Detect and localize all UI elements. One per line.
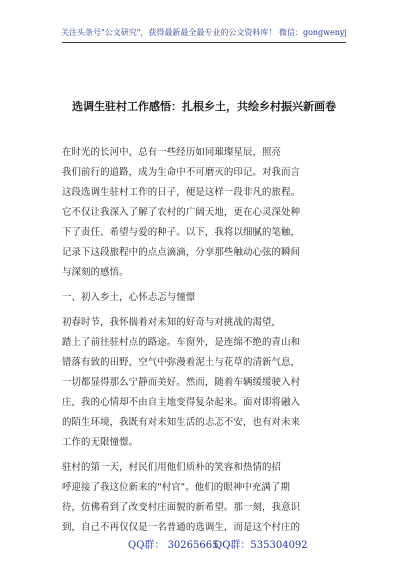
body-line: 踏上了前往驻村点的路途。车窗外，是连绵不绝的青山和 <box>62 337 301 348</box>
document-title: 选调生驻村工作感悟：扎根乡土，共绘乡村振兴新画卷 <box>72 100 336 113</box>
body-line: 这段选调生驻村工作的日子，便是这样一段非凡的旅程。 <box>62 187 301 198</box>
body-line: 它不仅让我深入了解了农村的广阔天地，更在心灵深处种 <box>62 207 301 218</box>
body-line: 庄，我的心情却不由自主地变得复杂起来。面对即将融入 <box>62 397 301 408</box>
body-line: 记录下这段旅程中的点点滴滴，分享那些触动心弦的瞬间 <box>62 247 301 258</box>
body-line: 驻村的第一天，村民们用他们质朴的笑容和热情的招 <box>62 462 282 473</box>
body-line: 我们前行的道路，成为生命中不可磨灭的印记。对我而言 <box>62 167 301 178</box>
body-line: 下了责任、希望与爱的种子。以下，我将以细腻的笔触， <box>62 227 301 238</box>
section-heading: 一、初入乡土，心怀忐忑与憧憬 <box>62 292 196 303</box>
body-line: 待，仿佛看到了改变村庄面貌的新希望。那一刻，我意识 <box>62 502 301 513</box>
body-line: 在时光的长河中，总有一些经历如同璀璨星辰，照亮 <box>62 147 282 158</box>
body-line: 到，自己不再仅仅是一名普通的选调生，而是这个村庄的 <box>62 522 301 533</box>
body-line: 呼迎接了我这位新来的"村官"。他们的眼神中充满了期 <box>62 482 291 493</box>
body-line: 工作的无限憧憬。 <box>62 437 139 448</box>
body-line: 一切都显得那么宁静而美好。然而，随着车辆缓缓驶入村 <box>62 377 301 388</box>
body-line: 初春时节，我怀揣着对未知的好奇与对挑战的渴望， <box>62 317 282 328</box>
header-note: 关注头条号"公文研究"，获得最新最全最专业的公文资料库！ 微信：gongwenyj <box>61 28 347 37</box>
footer-qq-group-1: QQ群： 30265665 <box>128 540 219 551</box>
body-line: 错落有致的田野，空气中弥漫着泥土与花草的清新气息， <box>62 357 301 368</box>
body-line: 的陌生环境，我既有对未知生活的忐忑不安，也有对未来 <box>62 417 301 428</box>
header-divider <box>62 42 346 43</box>
footer-qq-group-2: QQ群：535304092 <box>214 540 308 551</box>
body-line: 与深刻的感悟。 <box>62 267 129 278</box>
